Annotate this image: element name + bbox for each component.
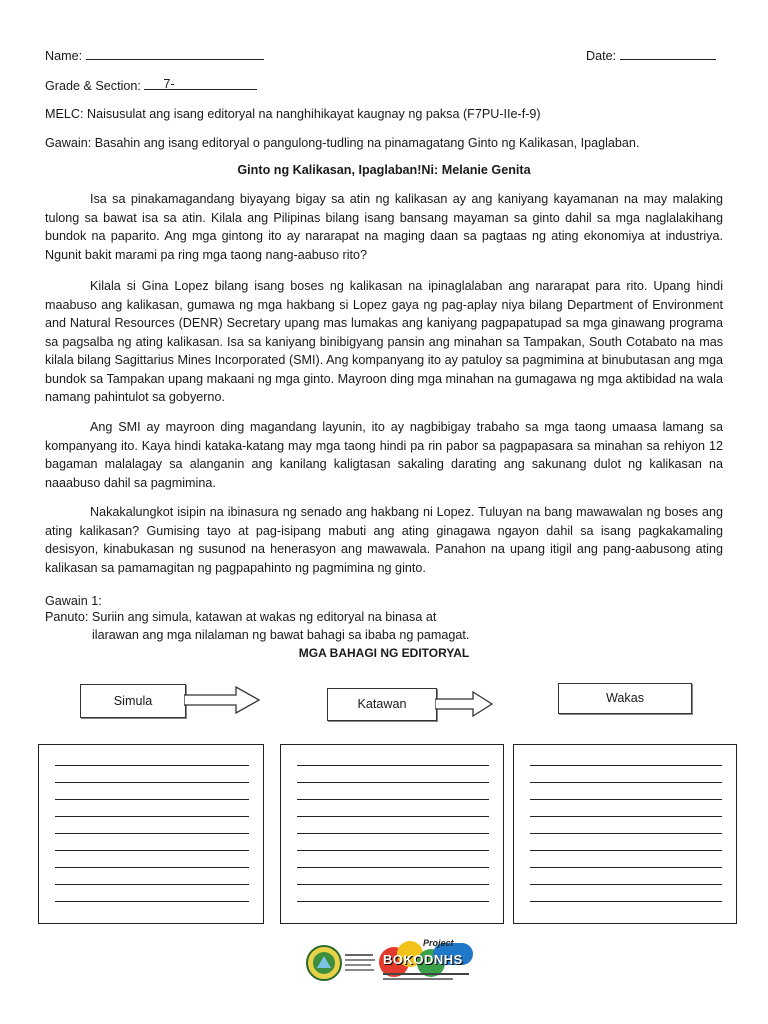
grade-field[interactable]	[144, 78, 257, 90]
activity-heading: Gawain 1:	[45, 594, 102, 608]
paragraph-3	[45, 418, 723, 492]
paragraph-3-text: Ang SMI ay mayroon ding magandang layunin, ito ay nagbibigay trabaho sa mga taong umaasa lamang sa kompanyang ito. Kaya hindi kataka-katang may mga taong hindi pa rin pabor sa pagpapasara sa minahan sa rehiyon 12 bagaman malalagay sa alanganin ang kanilang kaligtasan sakaling darating ang sakunang dulot ng kalikasan na naaabuso dahil sa pagmimina.	[45, 420, 723, 490]
instruction-line-1: Panuto: Suriin ang simula, katawan at wakas ng editoryal na binasa at	[45, 610, 437, 624]
part-katawan-label: Katawan	[327, 688, 437, 721]
arrow-right-icon	[435, 690, 497, 718]
diagram-title: MGA BAHAGI NG EDITORYAL	[298, 646, 470, 660]
paragraph-1	[45, 190, 723, 264]
wakas-answer-box[interactable]	[513, 744, 737, 924]
date-label: Date:	[586, 49, 620, 63]
paragraph-1-text: Isa sa pinakamagandang biyayang bigay sa atin ng kalikasan ay ang kaniyang kayamanan na may malaking tulong sa bawat isa sa atin. Kilala ang Pilipinas bilang isang bansang mayaman sa ginto dahil sa mga naglalakihang bundok na paparito. Ang mga gintong ito ay nararapat na maging daan sa pagtaas ng ating ekonomiya at industriya. Ngunit bakit marami pa ring mga taong nang-aabuso rito?	[45, 192, 723, 262]
grade-label: Grade & Section:	[45, 79, 145, 93]
paragraph-2-text: Kilala si Gina Lopez bilang isang boses ng kalikasan na ipinaglalaban ang nararapat para rito. Upang hindi maabuso ang kalikasan, gumawa ng mga hakbang si Lopez gaya ng pag-aplay niya bilang Department of Environment and Natural Resources (DENR) Secretary upang mas lumakas ang kaniyang pagpapatupad sa mga ginawang programa sa pagsalba ng ating kalikasan. Isa sa kaniyang binibigyang pansin ang minahan sa Tampakan, South Cotabato na mas kilala bilang Sagittarius Mines Incorporated (SMI). Ang kompanyang ito ay patuloy sa pagmimina at binubutasan ang mga bundok sa Tampakan upang makaani ng mga ginto. Mayroon ding mga minahan na gumagawa ng mga aktibidad na wala namang pahintulot sa gobyerno.	[45, 279, 723, 404]
paragraph-2	[45, 277, 723, 407]
project-word: Project	[423, 938, 454, 948]
melc-line: MELC: Naisusulat ang isang editoryal na nanghihikayat kaugnay ng paksa (F7PU-IIe-f-9)	[45, 107, 541, 121]
project-logo	[379, 938, 475, 985]
footer-logos	[305, 939, 475, 987]
name-field[interactable]	[86, 48, 264, 60]
project-name: BOKODNHS	[383, 952, 463, 967]
gawain-line: Gawain: Basahin ang isang editoryal o pangulong-tudling na pinamagatang Ginto ng Kalikasan, Ipaglaban.	[45, 136, 640, 150]
grade-value: 7-	[163, 77, 175, 91]
grade-line	[45, 78, 257, 93]
arrow-right-icon	[184, 685, 264, 715]
instruction-line-2: ilarawan ang mga nilalaman ng bawat bahagi sa ibaba ng pamagat.	[92, 628, 470, 642]
name-line	[45, 48, 264, 63]
part-wakas-label: Wakas	[558, 683, 692, 714]
name-label: Name:	[45, 49, 86, 63]
paragraph-4-text: Nakakalungkot isipin na ibinasura ng senado ang hakbang ni Lopez. Tuluyan na bang mawawalan ng boses ang ating kalikasan? Gumising tayo at pag-isipang mabuti ang ating ginagawa ngayon dahil sa isang pagkakamaling desisyon, kinabukasan ng susunod na henerasyon ang mawawala. Panahon na upang itigil ang pang-aabusong ating kalikasan sa pamamagitan ng pagpapahinto ng pagmimina ng ginto.	[45, 505, 723, 575]
date-line	[586, 48, 716, 63]
part-simula-label: Simula	[80, 684, 186, 718]
paragraph-4	[45, 503, 723, 577]
article-title: Ginto ng Kalikasan, Ipaglaban!Ni: Melanie Genita	[237, 163, 531, 177]
simula-answer-box[interactable]	[38, 744, 264, 924]
date-field[interactable]	[620, 48, 716, 60]
katawan-answer-box[interactable]	[280, 744, 504, 924]
